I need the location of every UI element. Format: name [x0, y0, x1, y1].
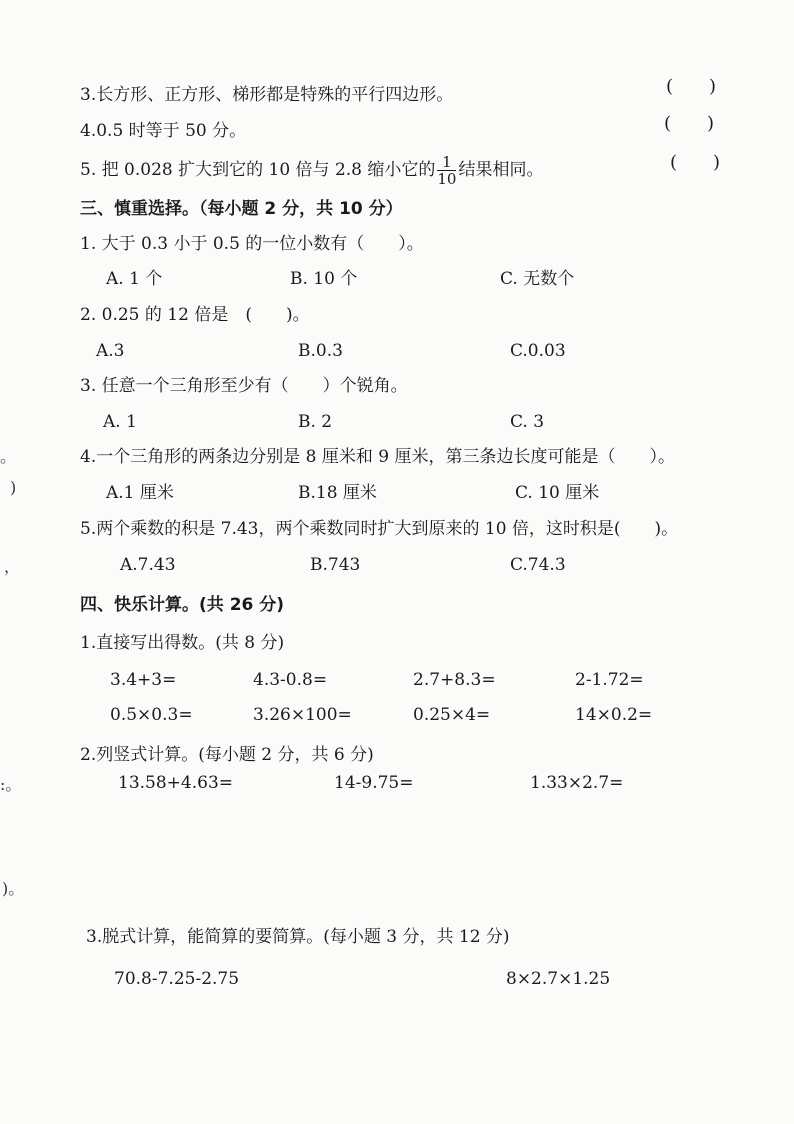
- choice-q3-option-c[interactable]: C. 3: [510, 412, 545, 432]
- calc-item: 14×0.2=: [575, 705, 653, 725]
- calc-item: 2-1.72=: [575, 670, 644, 690]
- choice-q2-option-a[interactable]: A.3: [96, 341, 125, 361]
- judge-q5-text-start: 5. 把 0.028 扩大到它的 10 倍与 2.8 缩小它的: [80, 160, 436, 180]
- choice-q5-option-c[interactable]: C.74.3: [510, 555, 566, 575]
- fraction-one-tenth: [437, 154, 456, 187]
- choice-q1-option-c[interactable]: C. 无数个: [500, 269, 575, 289]
- judge-q4-answer-paren[interactable]: ( ): [664, 113, 715, 134]
- choice-q2-option-b[interactable]: B.0.3: [298, 341, 343, 361]
- choice-q1-option-b[interactable]: B. 10 个: [290, 269, 358, 289]
- stepwise-calc-item: 8×2.7×1.25: [506, 969, 611, 989]
- choice-q5-option-a[interactable]: A.7.43: [120, 555, 176, 575]
- margin-mark: 。: [0, 447, 17, 466]
- choice-q4-option-c[interactable]: C. 10 厘米: [515, 483, 600, 503]
- judge-q3: 3.长方形、正方形、梯形都是特殊的平行四边形。: [80, 85, 454, 105]
- margin-mark: )。: [2, 879, 25, 898]
- judge-q3-answer-paren[interactable]: ( ): [666, 76, 717, 97]
- choice-q3: 3. 任意一个三角形至少有（ ）个锐角。: [80, 376, 408, 396]
- calc-item: 2.7+8.3=: [413, 670, 496, 690]
- judge-q4: 4.0.5 时等于 50 分。: [80, 121, 247, 141]
- choice-q2: 2. 0.25 的 12 倍是 ( )。: [80, 305, 310, 325]
- margin-mark: ): [10, 478, 17, 497]
- calc-part3-title: 3.脱式计算，能简算的要简算。(每小题 3 分，共 12 分): [86, 927, 510, 947]
- fraction-denominator: 10: [437, 170, 457, 188]
- section-3-title: 三、慎重选择。（每小题 2 分，共 10 分）: [80, 199, 403, 219]
- vertical-calc-item: 13.58+4.63=: [118, 773, 234, 793]
- calc-item: 0.25×4=: [413, 705, 491, 725]
- calc-item: 3.26×100=: [253, 705, 352, 725]
- choice-q4-option-a[interactable]: A.1 厘米: [106, 483, 174, 503]
- choice-q4-option-b[interactable]: B.18 厘米: [298, 483, 377, 503]
- vertical-calc-item: 1.33×2.7=: [530, 773, 624, 793]
- stepwise-calc-item: 70.8-7.25-2.75: [114, 969, 240, 989]
- section-4-title: 四、快乐计算。(共 26 分): [80, 595, 285, 615]
- choice-q3-option-a[interactable]: A. 1: [103, 412, 137, 432]
- calc-part1-title: 1.直接写出得数。(共 8 分): [80, 633, 285, 653]
- vertical-calc-item: 14-9.75=: [334, 773, 414, 793]
- calc-item: 4.3-0.8=: [253, 670, 328, 690]
- calc-item: 3.4+3=: [110, 670, 177, 690]
- choice-q1: 1. 大于 0.3 小于 0.5 的一位小数有（ ）。: [80, 234, 424, 254]
- choice-q3-option-b[interactable]: B. 2: [298, 412, 333, 432]
- judge-q5-text-end: 结果相同。: [458, 160, 544, 180]
- calc-item: 0.5×0.3=: [110, 705, 193, 725]
- choice-q2-option-c[interactable]: C.0.03: [510, 341, 566, 361]
- margin-mark: ，: [4, 557, 21, 576]
- judge-q5: [80, 152, 543, 188]
- choice-q1-option-a[interactable]: A. 1 个: [106, 269, 163, 289]
- choice-q5-option-b[interactable]: B.743: [310, 555, 361, 575]
- fraction-numerator: 1: [437, 154, 456, 171]
- choice-q5: 5.两个乘数的积是 7.43，两个乘数同时扩大到原来的 10 倍，这时积是( )。: [80, 519, 679, 539]
- judge-q5-answer-paren[interactable]: ( ): [670, 152, 721, 173]
- margin-mark: :。: [0, 775, 22, 794]
- choice-q4: 4.一个三角形的两条边分别是 8 厘米和 9 厘米，第三条边长度可能是（ ）。: [80, 447, 675, 467]
- calc-part2-title: 2.列竖式计算。(每小题 2 分，共 6 分): [80, 745, 374, 765]
